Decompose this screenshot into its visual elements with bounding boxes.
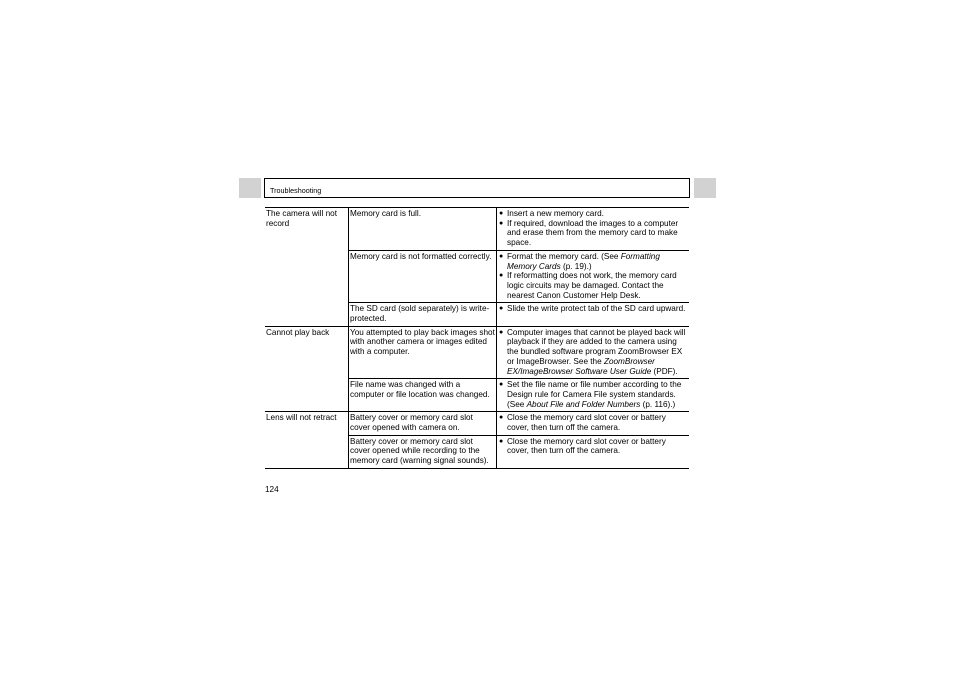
cause-cell: File name was changed with a computer or file location was changed. bbox=[349, 379, 497, 412]
solution-cell bbox=[497, 303, 690, 326]
solution-cell bbox=[497, 208, 690, 251]
table-row bbox=[265, 412, 689, 435]
troubleshooting-table bbox=[265, 207, 689, 469]
solution-bullet: ● Close the memory card slot cover or battery cover, then turn off the camera. bbox=[499, 413, 666, 433]
bullet-icon: ● bbox=[499, 210, 504, 217]
left-tab-marker bbox=[239, 178, 261, 198]
solution-cell bbox=[497, 379, 690, 412]
right-tab-marker bbox=[694, 178, 716, 198]
problem-cell: Cannot play back bbox=[266, 327, 330, 337]
section-title: Troubleshooting bbox=[270, 186, 322, 195]
bullet-icon: ● bbox=[499, 381, 504, 389]
solution-bullet: ● Slide the write protect tab of the SD card upward. bbox=[499, 304, 686, 314]
cross-reference-title: Formatting Memory Cards bbox=[507, 251, 660, 271]
page-number: 124 bbox=[265, 485, 279, 494]
cross-reference-title: ZoomBrowser EX/ImageBrowser Software User Guide bbox=[507, 356, 655, 376]
solution-bullet: ● Format the memory card. (See Formatting Memory Cards (p. 19).) bbox=[499, 251, 660, 271]
solution-cell bbox=[497, 250, 690, 303]
solution-bullet: ● Close the memory card slot cover or battery cover, then turn off the camera. bbox=[499, 436, 666, 456]
cross-reference-title: About File and Folder Numbers bbox=[526, 399, 641, 409]
bullet-icon: ● bbox=[499, 414, 504, 422]
bullet-icon: ● bbox=[499, 219, 504, 227]
cause-cell: Battery cover or memory card slot cover opened with camera on. bbox=[349, 412, 497, 435]
problem-cell: The camera will not record bbox=[266, 209, 337, 228]
cause-cell: Memory card is full. bbox=[349, 208, 497, 251]
bullet-icon: ● bbox=[499, 437, 504, 445]
problem-cell: Lens will not retract bbox=[266, 413, 337, 423]
bullet-icon: ● bbox=[499, 252, 504, 260]
table-row bbox=[265, 208, 689, 251]
bullet-icon: ● bbox=[499, 272, 504, 280]
solution-bullet: ● Set the file name or file number according to the Design rule for Camera File system standards. (See About File and Folder Numbers (p. 116).) bbox=[499, 380, 682, 409]
solution-bullet: ● Computer images that cannot be played back will playback if they are added to the camera using the bundled software program ZoomBrowser EX or ImageBrowser. See the ZoomBrowser EX/ImageBrowser Software User Guide (PDF). bbox=[499, 327, 686, 376]
solution-bullet: ● If reformatting does not work, the memory card logic circuits may be damaged. Contact the nearest Canon Customer Help Desk. bbox=[499, 271, 677, 300]
bullet-icon: ● bbox=[499, 305, 504, 313]
section-header bbox=[264, 178, 690, 198]
solution-cell bbox=[497, 435, 690, 468]
cause-cell: You attempted to play back images shot with another camera or images edited with a computer. bbox=[349, 326, 497, 379]
solution-cell bbox=[497, 412, 690, 435]
solution-cell bbox=[497, 326, 690, 379]
cause-cell: Memory card is not formatted correctly. bbox=[349, 250, 497, 303]
solution-bullet: ● Insert a new memory card. bbox=[499, 209, 604, 218]
cause-cell: Battery cover or memory card slot cover opened while recording to the memory card (warning signal sounds). bbox=[349, 435, 497, 468]
table-row bbox=[265, 326, 689, 379]
cause-cell: The SD card (sold separately) is write-protected. bbox=[349, 303, 497, 326]
solution-bullet: ● If required, download the images to a computer and erase them from the memory card to make space. bbox=[499, 218, 679, 248]
bullet-icon: ● bbox=[499, 328, 504, 336]
